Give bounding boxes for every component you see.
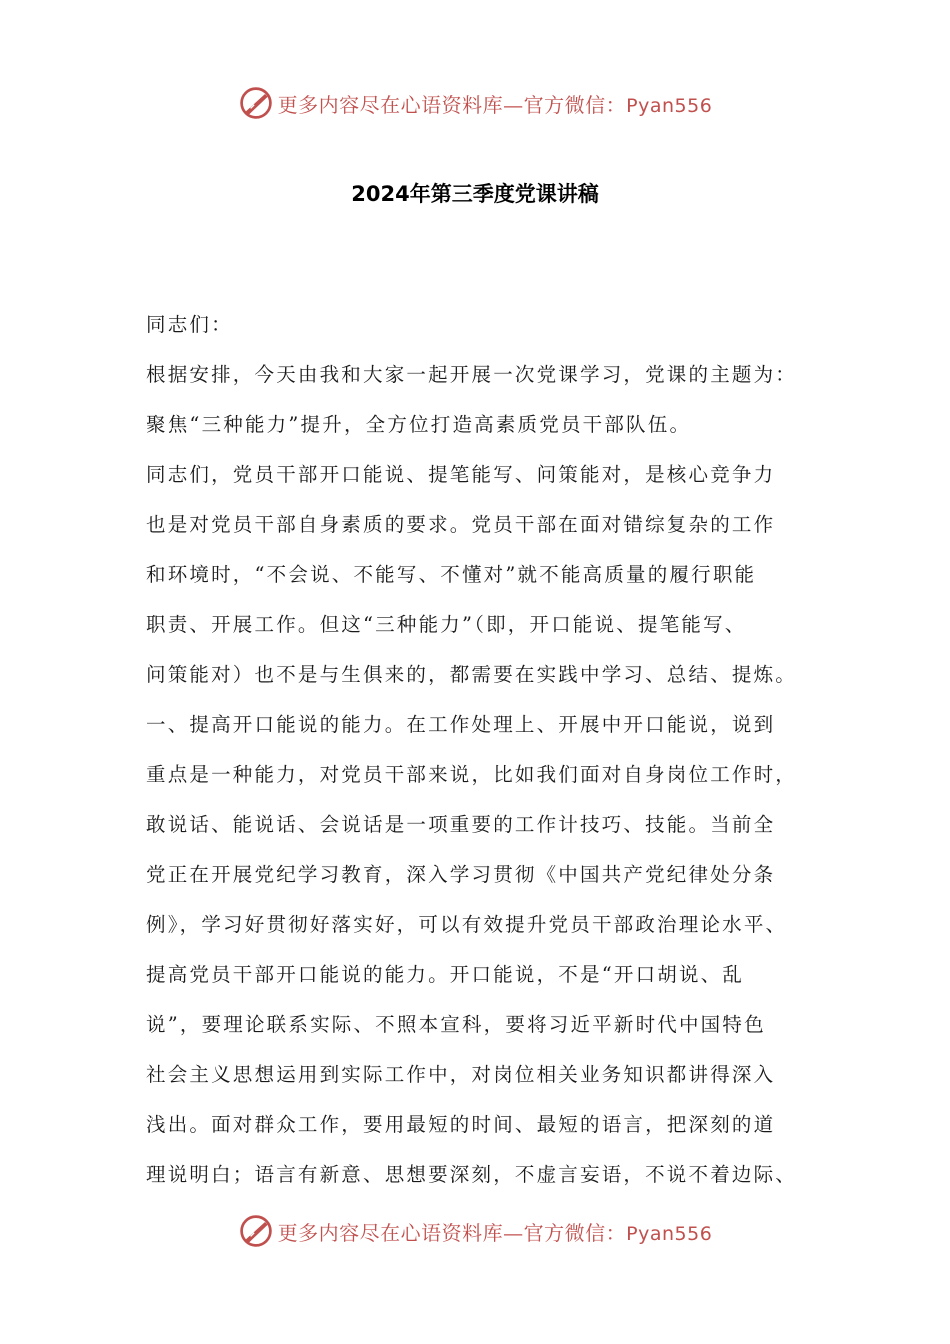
text-line: 提高党员干部开口能说的能力。开口能说，不是“开口胡说、乱: [146, 963, 745, 986]
footer-banner: [0, 1211, 950, 1251]
text-line: 敢说话、能说话、会说话是一项重要的工作计技巧、技能。当前全: [146, 813, 776, 836]
footer-banner-id: Pyan556: [626, 1222, 713, 1245]
text-line: 同志们，党员干部开口能说、提笔能写、问策能对，是核心竞争力: [146, 463, 776, 486]
text-line: 聚焦“三种能力”提升，全方位打造高素质党员干部队伍。: [146, 413, 692, 436]
text-line: 社会主义思想运用到实际工作中，对岗位相关业务知识都讲得深入: [146, 1063, 776, 1086]
text-line: 问策能对）也不是与生俱来的，都需要在实践中学习、总结、提炼。: [146, 663, 798, 686]
header-banner-text: 更多内容尽在心语资料库—官方微信：Pyan556: [277, 92, 713, 117]
text-line: 职责、开展工作。但这“三种能力”（即，开口能说、提笔能写、: [146, 613, 747, 636]
text-line: 例》，学习好贯彻好落实好，可以有效提升党员干部政治理论水平、: [146, 913, 788, 936]
header-banner: [0, 83, 950, 123]
body-text: [146, 300, 826, 1200]
page-title: 2024年第三季度党课讲稿: [351, 182, 599, 206]
footer-banner-text: 更多内容尽在心语资料库—官方微信：Pyan556: [277, 1220, 713, 1245]
text-line: 也是对党员干部自身素质的要求。党员干部在面对错综复杂的工作: [146, 513, 776, 536]
header-banner-id: Pyan556: [626, 94, 713, 117]
text-line: 党正在开展党纪学习教育，深入学习贯彻《中国共产党纪律处分条: [146, 863, 776, 886]
text-line: 理说明白；语言有新意、思想要深刻，不虚言妄语，不说不着边际、: [146, 1163, 798, 1186]
text-line: 说”，要理论联系实际、不照本宣科，要将习近平新时代中国特色: [146, 1013, 766, 1036]
text-line: 根据安排，今天由我和大家一起开展一次党课学习，党课的主题为：: [146, 363, 798, 386]
text-line: 同志们：: [146, 313, 233, 336]
pen-logo-icon: [238, 1213, 274, 1249]
pen-logo-icon: [238, 85, 274, 121]
text-line: 重点是一种能力，对党员干部来说，比如我们面对自身岗位工作时，: [146, 763, 798, 786]
text-line: 一、提高开口能说的能力。在工作处理上、开展中开口能说，说到: [146, 713, 776, 736]
text-line: 和环境时，“不会说、不能写、不懂对”就不能高质量的履行职能: [146, 563, 757, 586]
text-line: 浅出。面对群众工作，要用最短的时间、最短的语言，把深刻的道: [146, 1113, 776, 1136]
